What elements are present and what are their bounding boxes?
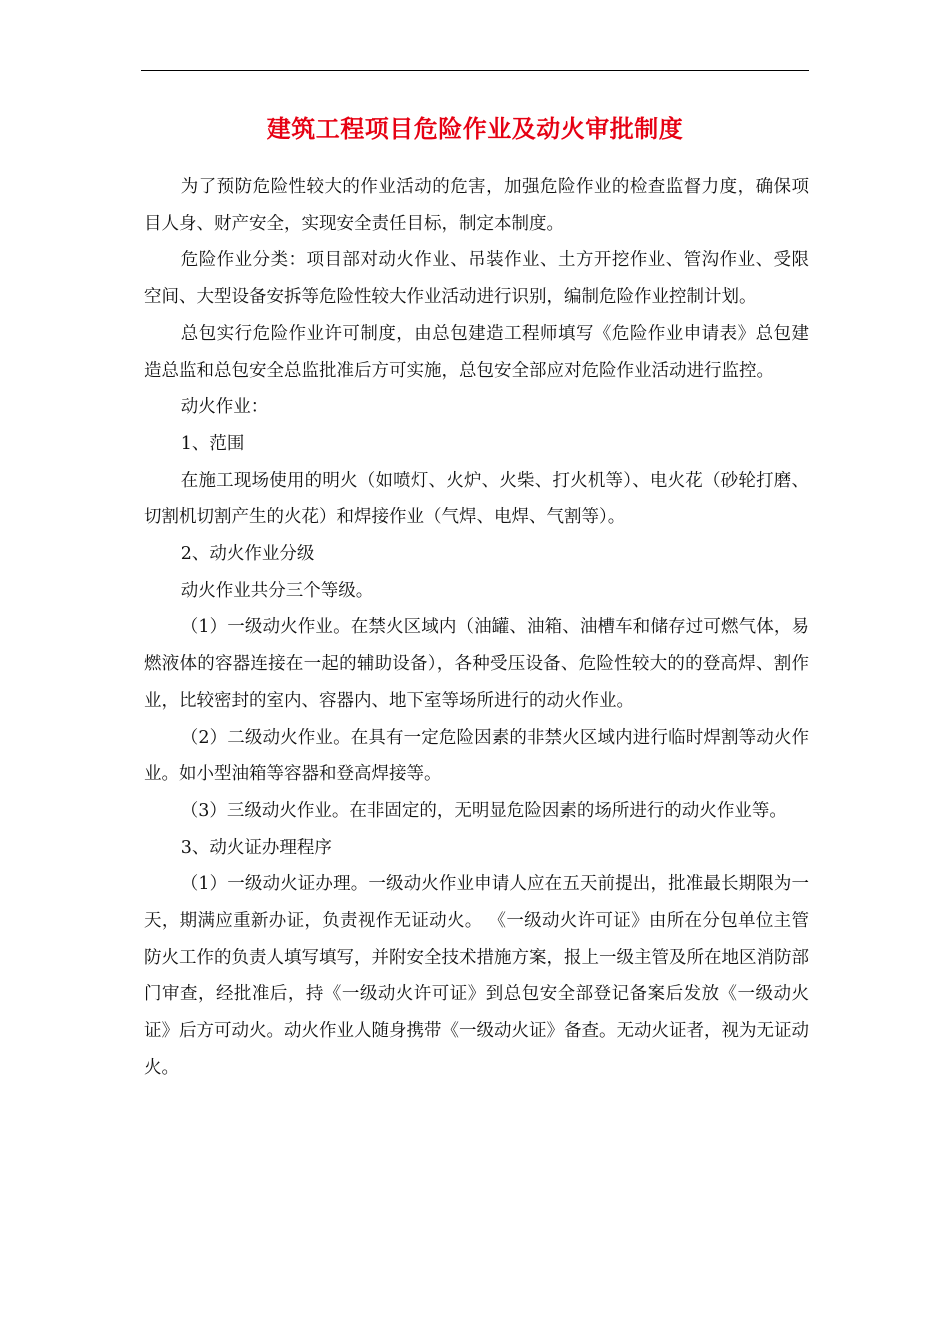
document-body xyxy=(144,169,809,1087)
paragraph-permit-system: 总包实行危险作业许可制度，由总包建造工程师填写《危险作业申请表》总包建造总监和总包安全总监批准后方可实施，总包安全部应对危险作业活动进行监控。 xyxy=(144,323,809,381)
paragraph-purpose: 为了预防危险性较大的作业活动的危害，加强危险作业的检查监督力度，确保项目人身、财产安全，实现安全责任目标，制定本制度。 xyxy=(144,177,809,234)
paragraph-grading-intro: 动火作业共分三个等级。 xyxy=(180,580,374,601)
subheading-grading: 2、动火作业分级 xyxy=(180,544,315,565)
subheading-scope: 1、范围 xyxy=(180,433,245,454)
section-heading-hot-work: 动火作业： xyxy=(180,397,269,418)
paragraph-level-1: （1）一级动火作业。在禁火区域内（油罐、油箱、油槽车和储存过可燃气体，易燃液体的容器连接在一起的辅助设备），各种受压设备、危险性较大的的登高焊、割作业，比较密封的室内、容器内、地下室等场所进行的动火作业。 xyxy=(144,617,809,711)
document-title: 建筑工程项目危险作业及动火审批制度 xyxy=(266,115,684,143)
paragraph-classification: 危险作业分类：项目部对动火作业、吊装作业、土方开挖作业、管沟作业、受限空间、大型设备安拆等危险性较大作业活动进行识别，编制危险作业控制计划。 xyxy=(144,250,809,308)
subheading-procedure: 3、动火证办理程序 xyxy=(180,837,332,858)
header-rule xyxy=(141,70,809,71)
paragraph-level-1-procedure: （1）一级动火证办理。一级动火作业申请人应在五天前提出，批准最长期限为一天，期满应重新办证，负责视作无证动火。 《一级动火许可证》由所在分包单位主管防火工作的负责人填写填写，并附安全技术措施方案，报上一级主管及所在地区消防部门审查，经批准后，持《一级动火许可证》到总包安全部登记备案后发放《一级动火证》后方可动火。动火作业人随身携带《一级动火证》备查。无动火证者，视为无证动火。 xyxy=(144,874,809,1078)
paragraph-level-3: （3）三级动火作业。在非固定的，无明显危险因素的场所进行的动火作业等。 xyxy=(180,800,787,821)
paragraph-scope: 在施工现场使用的明火（如喷灯、火炉、火柴、打火机等）、电火花（砂轮打磨、切割机切割产生的火花）和焊接作业（气焊、电焊、气割等）。 xyxy=(144,470,809,528)
paragraph-level-2: （2）二级动火作业。在具有一定危险因素的非禁火区域内进行临时焊割等动火作业。如小型油箱等容器和登高焊接等。 xyxy=(144,727,809,785)
